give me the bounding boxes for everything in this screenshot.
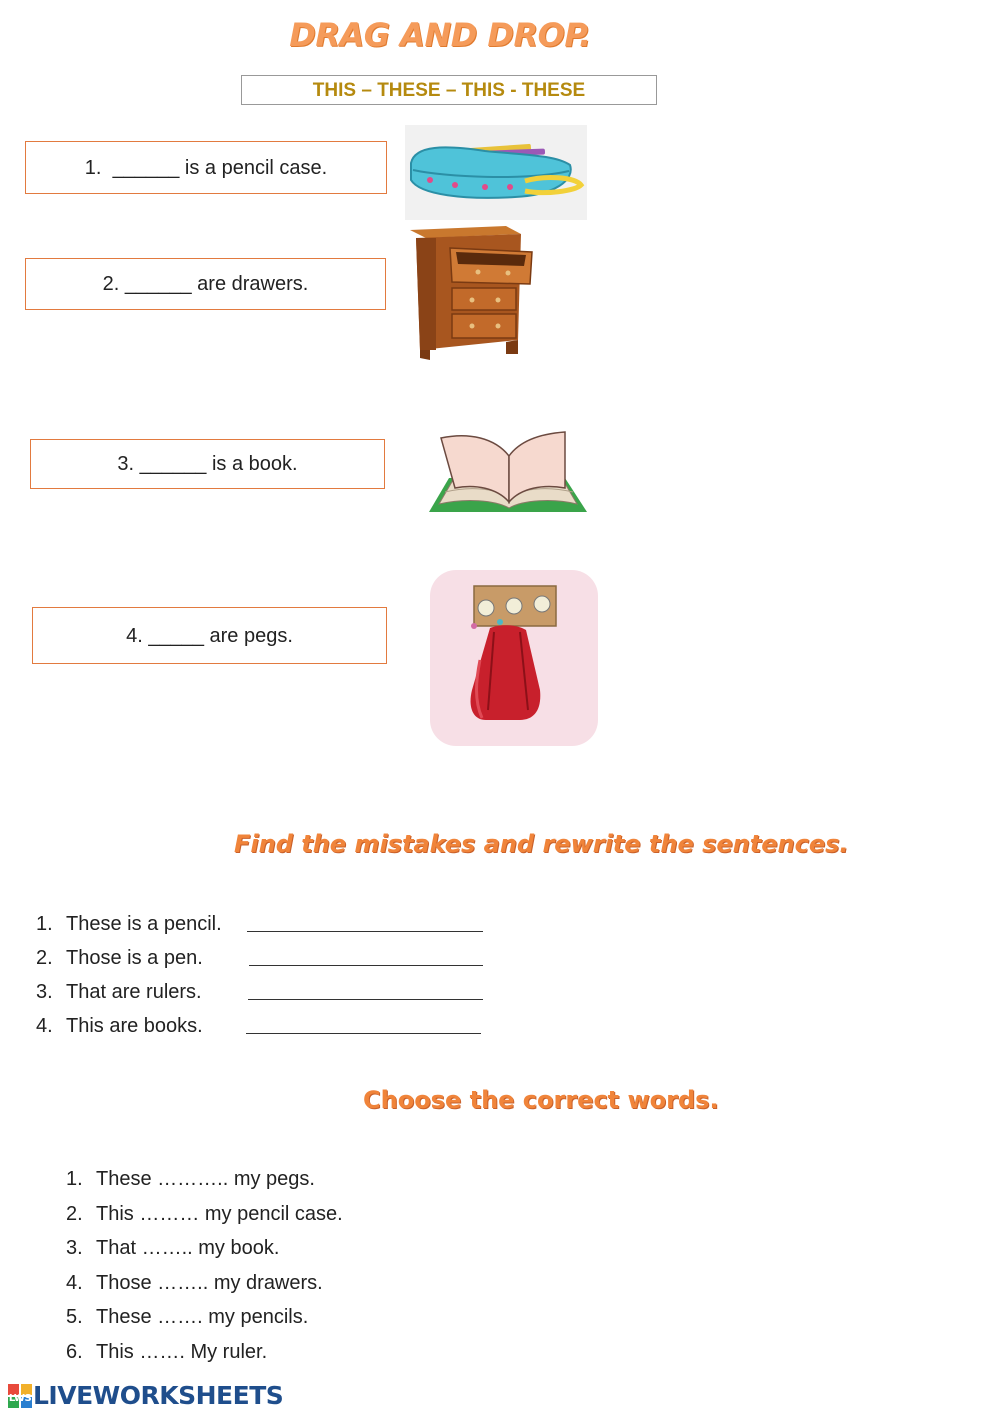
drop-box-3[interactable] [30,439,385,489]
list-item [66,1168,466,1203]
section-heading-find-mistakes: Find the mistakes and rewrite the sentences. [234,830,849,858]
drop-box-text: _____ are pegs. [148,624,293,647]
drop-box-2[interactable] [25,258,386,310]
item-number: 6. [66,1340,83,1363]
item-text: That are rulers. [66,981,202,1003]
item-text[interactable]: This ……… my pencil case. [96,1202,343,1225]
answer-line[interactable] [246,1015,481,1034]
item-number: 1. [66,1168,83,1190]
item-number: 5. [66,1306,83,1328]
drawers-image [406,222,536,362]
answer-line[interactable] [247,913,483,932]
list-item [36,981,506,1015]
drop-box-number: 1. [84,156,102,179]
list-item [36,913,506,947]
item-text: Those is a pen. [66,947,203,969]
item-number: 2. [36,947,53,969]
pegs-image [430,570,598,746]
drop-box-text: ______ are drawers. [124,273,309,295]
list-item [66,1306,466,1341]
item-number: 3. [66,1237,83,1259]
answer-line[interactable] [248,981,483,1000]
logo-text: LIVEWORKSHEETS [33,1381,284,1410]
drop-box-number: 4. [126,624,143,647]
item-text: This are books. [66,1015,203,1037]
rewrite-list [36,913,506,1049]
worksheet-title: DRAG AND DROP. [289,16,591,54]
item-number: 1. [36,913,53,935]
drop-box-text: ______ is a pencil case. [112,156,328,179]
list-item [66,1272,466,1307]
book-image [425,428,590,518]
item-number: 4. [66,1271,83,1294]
list-item [36,1015,506,1049]
item-text[interactable]: That …….. my book. [96,1237,280,1259]
item-text[interactable]: This ……. My ruler. [96,1340,268,1363]
answer-line[interactable] [249,947,483,966]
drop-box-4[interactable] [32,607,387,664]
choose-list [66,1168,466,1375]
list-item [36,947,506,981]
item-text[interactable]: These ……. my pencils. [96,1306,309,1328]
list-item [66,1341,466,1376]
liveworksheets-logo[interactable] [8,1381,283,1410]
item-text[interactable]: Those …….. my drawers. [96,1271,323,1294]
item-text: These is a pencil. [66,913,222,935]
word-bank[interactable]: THIS – THESE – THIS - THESE [241,75,657,105]
drop-box-1[interactable] [25,141,387,194]
liveworksheets-logo-icon [8,1384,32,1408]
item-number: 3. [36,981,53,1003]
list-item [66,1237,466,1272]
logo-mark-text: LWS [8,1392,32,1404]
item-text[interactable]: These ……….. my pegs. [96,1168,315,1190]
item-number: 4. [36,1015,53,1037]
drop-box-number: 3. [117,453,135,475]
section-heading-choose-words: Choose the correct words. [363,1086,719,1114]
drop-box-text: ______ is a book. [139,453,298,475]
drop-box-number: 2. [102,273,120,295]
list-item [66,1203,466,1238]
pencil-case-image [405,125,587,220]
item-number: 2. [66,1202,83,1225]
